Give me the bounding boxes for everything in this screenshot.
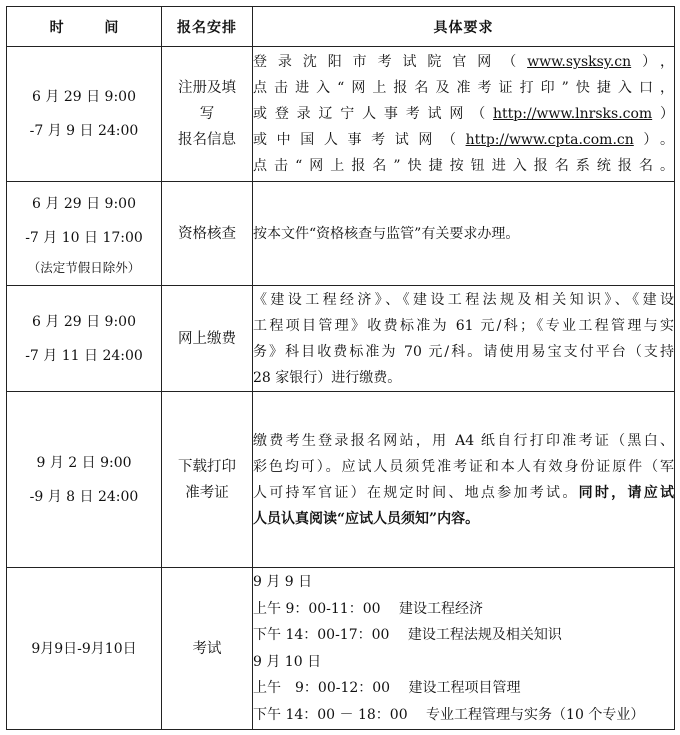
requirement-line: 28 家银行）进行缴费。 [253, 369, 402, 386]
sysksy-link[interactable]: www.sysksy.cn [527, 54, 632, 70]
arrangement-cell [162, 286, 253, 392]
exam-session: 下午 14：00 － 18：00 专业工程管理与实务（10 个专业） [253, 706, 645, 723]
time-cell [7, 568, 162, 730]
time-cell [7, 47, 162, 182]
table-row-registration [7, 47, 675, 182]
requirement-line: 点击进入“网上报名及准考证打印”快捷入口， [253, 80, 674, 96]
requirements-cell [253, 47, 675, 182]
requirement-line: 或中国人事考试网（http://www.cpta.com.cn）。 [253, 132, 674, 148]
exam-session: 下午 14：00-17：00 建设工程法规及相关知识 [253, 627, 562, 643]
requirements-cell [253, 182, 675, 286]
header-requirements: 具体要求 [253, 7, 675, 47]
requirement-line: 《建设工程经济》、《建设工程法规及相关知识》、《建设 [253, 291, 674, 308]
time-line: -7 月 11 日 24:00 [25, 347, 143, 364]
arrangement-cell [162, 182, 253, 286]
arrangement-cell [162, 568, 253, 730]
requirements-cell [253, 286, 675, 392]
time-line: 9 月 2 日 9:00 [36, 454, 132, 471]
requirement-line [253, 506, 674, 532]
requirement-line: 彩色均可）。应试人员须凭准考证和本人有效身份证原件（军 [253, 458, 674, 475]
header-time: 时 间 [7, 7, 162, 47]
arrangement-cell [162, 47, 253, 182]
exam-session: 上午 9：00-12：00 建设工程项目管理 [253, 680, 521, 696]
table-row-exam [7, 568, 675, 730]
requirement-line: 按本文件“资格核查与监管”有关要求办理。 [253, 225, 520, 242]
arrangement-line: 写 [199, 106, 215, 122]
time-line: 6 月 29 日 9:00 [32, 313, 136, 330]
requirement-line: 登录沈阳市考试院官网（www.sysksy.cn）， [253, 54, 674, 70]
requirement-line: 或登录辽宁人事考试网（http://www.lnrsks.com） [253, 106, 674, 122]
time-line: -9 月 8 日 24:00 [29, 488, 139, 505]
exam-session: 上午 9：00-11：00 建设工程经济 [253, 600, 483, 617]
requirements-cell [253, 568, 675, 730]
time-line: 6 月 29 日 9:00 [32, 89, 136, 105]
table-row-admission-ticket [7, 392, 675, 568]
registration-schedule-table [6, 6, 675, 730]
table-row-qualification-check [7, 182, 675, 286]
time-line: -7 月 10 日 17:00 [25, 229, 143, 246]
arrangement-cell [162, 392, 253, 568]
emphasis-text: 同时，请应试 [578, 484, 674, 501]
lnrsks-link[interactable]: http://www.lnrsks.com [493, 106, 653, 122]
header-arrangement: 报名安排 [162, 7, 253, 47]
time-line: -7 月 9 日 24:00 [29, 123, 139, 139]
requirement-line: 务》科目收费标准为 70 元/科。请使用易宝支付平台（支持 [253, 343, 674, 360]
time-line: 9月9日-9月10日 [31, 640, 137, 657]
requirement-line: 工程项目管理》收费标准为 61 元/科；《专业工程管理与实 [253, 317, 674, 334]
requirements-cell [253, 392, 675, 568]
arrangement-line: 报名信息 [178, 132, 236, 148]
arrangement-line: 注册及填 [178, 80, 236, 96]
arrangement-line: 考试 [192, 640, 222, 657]
holiday-note: （法定节假日除外） [27, 259, 141, 275]
time-cell [7, 286, 162, 392]
requirement-line: 点击“网上报名”快捷按钮进入报名系统报名。 [253, 158, 674, 174]
exam-date: 9 月 9 日 [253, 574, 313, 590]
requirement-line: 缴费考生登录报名网站，用 A4 纸自行打印准考证（黑白、 [253, 432, 674, 449]
emphasis-text: 人员认真阅读“应试人员须知”内容。 [253, 510, 480, 527]
exam-date: 9 月 10 日 [253, 653, 322, 670]
arrangement-line: 网上缴费 [178, 330, 236, 347]
time-cell [7, 182, 162, 286]
table-row-payment [7, 286, 675, 392]
arrangement-line: 准考证 [185, 484, 229, 501]
arrangement-line: 下载打印 [178, 458, 236, 475]
time-cell [7, 392, 162, 568]
requirement-line: 人可持军官证）在规定时间、地点参加考试。同时，请应试 [253, 484, 674, 501]
table-header-row [7, 7, 675, 47]
time-line: 6 月 29 日 9:00 [32, 195, 136, 212]
arrangement-line: 资格核查 [178, 225, 236, 242]
cpta-link[interactable]: http://www.cpta.com.cn [465, 132, 634, 148]
